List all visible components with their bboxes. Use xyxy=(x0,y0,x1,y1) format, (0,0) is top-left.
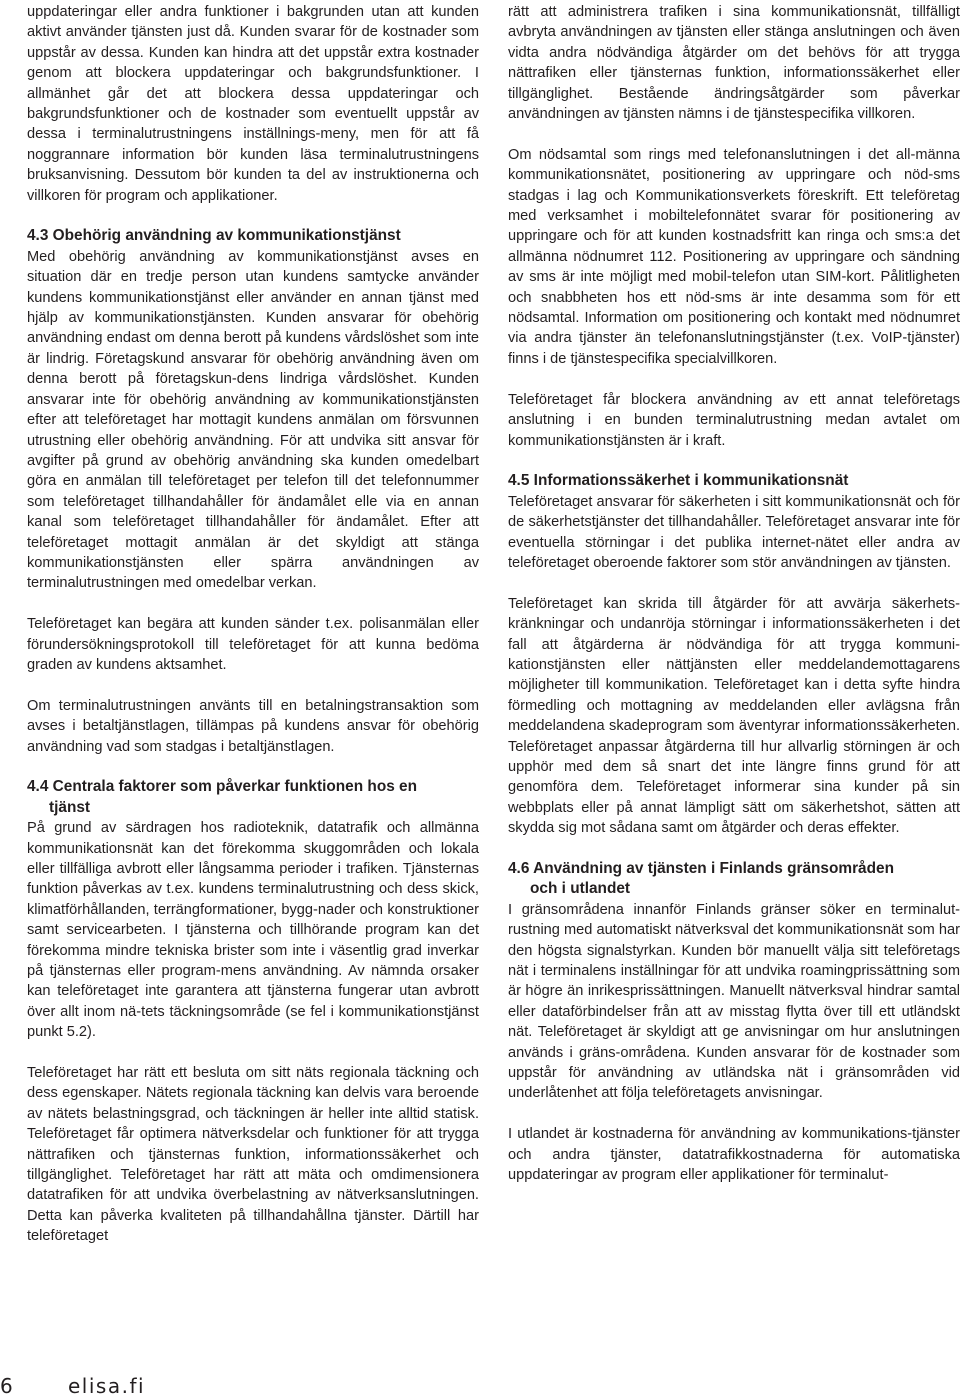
paragraph: Om terminalutrustningen använts till en betalningstransaktion som avses i betaltjänstlagen, tillämpas på kundens ansvar för obehörig användning vad som stadgas i betaltjänstlagen. xyxy=(27,697,479,755)
paragraph: Teleföretaget kan begära att kunden sänder t.ex. polisanmälan eller förundersökningsprotokoll till teleföretaget för att kunna bedöma graden av kundens aktsamhet. xyxy=(27,616,479,673)
paragraph: Teleföretaget har rätt ett besluta om sitt näts regionala täckning och dess egenskaper. Nätets regionala täckning kan delvis vara beroende av nätets belastningsgrad, och täckningen är heller inte alltid statisk. Teleföretaget får optimera nätverksdelar och funktioner för att trygga nättrafiken och tjänsternas funktion, informationssäkerhet och tillgänglighet. Teleföretaget har rätt att mäta och omdimensionera datatrafiken för att undvika överbelastning av nätverksanslutningen. Detta kan påverka kvaliteten på tillhandahållna tjänster. Därtill har teleföretaget xyxy=(27,1065,479,1245)
paragraph: På grund av särdragen hos radioteknik, datatrafik och allmänna kommunikationsnät kan det förekomma skuggområden och lokala eller tillfälliga avbrott eller långsamma perioder i trafiken. Tjänsternas funktion påverkas av t.ex. kundens terminalutrustning och dess skick, klimatförhållanden, terrängformationer, bygg-nader och konstruktioner samt servicearbeten. I tjänsterna och tillhörande program kan det förekomma mindre tekniska brister som inte i väsentlig grad inverkar på tjänsternas eller program-mens användning. Av nämnda orsaker kan teleföretaget inte garantera att tjänsterna fungerar utan avbrott över allt inom nä-tets täckningsområde (se fel i kommunikationstjänst punkt 5.2). xyxy=(27,820,479,1041)
paragraph: rätt att administrera trafiken i sina kommunikationsnät, tillfälligt avbryta användningen av tjänsten eller stänga anslutningen och även vidta andra nödvändiga åtgärder om det behövs för att trygga nättrafiken eller tjänsternas funktion, informationssäkerhet eller tillgänglighet. Bestående ändringsåtgärder som påverkar användningen av tjänsten nämns i de tjänstespecifika villkoren. xyxy=(508,4,960,123)
right-column xyxy=(508,2,960,1206)
paragraph: Teleföretaget får blockera användning av ett annat teleföretags anslutning i en bunden terminalutrustning medan avtalet om kommunikationstjänsten är i kraft. xyxy=(508,391,960,449)
paragraph: I gränsområdena innanför Finlands gränser söker en terminalut-rustning med automatiskt nätverksval det kommunikationsnät som har den högsta signalstyrkan. Kunden bör manuellt välja sitt teleföretags nät i terminalens inställningar för att undvika roamingprissättning som är högre än inrikesprissättningen. Manuellt nätverksval hindrar samtal eller dataförbindelser från att av misstag flytta över till ett utländskt nät. Teleföretaget är skyldigt att ge anvisningar om hur anslutningen används i gräns-områdena. Kunden ansvarar för de kostnader som uppstår för användning av utländska nät i gränsområden vid underlåtenhet att följa teleföretagets anvisningar. xyxy=(508,901,960,1102)
heading-line: tjänst xyxy=(49,798,91,816)
section-heading-4-3: 4.3 Obehörig användning av kommunikationstjänst xyxy=(27,227,401,245)
paragraph: Teleföretaget kan skrida till åtgärder för att avvärja säkerhets-kränkningar och undanröja störningar i informationssäkerheten i det fall att åtgärderna är nödvändiga för att trygga kommuni-kationstjänsten eller nättjänsten eller meddelandemottagarens möjligheter till kommunikation. Teleföretaget kan i detta syfte hindra förmedling och mottagning av meddelanden eller avlägsna från meddelandena skadeprogram som äventyrar informationssäkerheten. Teleföretaget anpassar åtgärderna till hur allvarlig störningen är och upphör med dem så snart det inte längre finns grund för att genomföra dem. Teleföretaget informerar sina kunder på sin webbplats eller på annat lämpligt sätt om säkerhetshot, sätten att skydda sig mot sådana samt om åtgärder och deras effekter. xyxy=(508,595,960,837)
heading-line: 4.6 Användning av tjänsten i Finlands gränsområden xyxy=(508,859,894,877)
paragraph: I utlandet är kostnaderna för användning av kommunikations-tjänster och andra tjänster, datatrafikkostnaderna för automatiska uppdateringar av program eller applikationer för terminalut- xyxy=(508,1126,960,1184)
page-number: 6 xyxy=(0,1374,13,1398)
brand-url[interactable]: elisa.fi xyxy=(68,1374,146,1398)
paragraph: uppdateringar eller andra funktioner i bakgrunden utan att kunden aktivt använder tjänsten just då. Kunden svarar för de kostnader som uppstår av dessa. Kunden kan hindra att det uppstår extra kostnader genom att blockera uppdateringar och bakgrundsfunktioner. I allmänhet går det att blockera dessa uppdateringar och bakgrundsfunktioner och de kostnader som eventuellt uppstår av dessa i terminalutrustningens inställnings-meny, men för att få noggrannare information bör kunden läsa terminalutrustningens bruksanvisning. Dessutom bör kunden ta del av instruktionerna och villkoren för program och applikationer. xyxy=(27,4,479,204)
section-heading-4-6 xyxy=(508,859,960,900)
paragraph: Teleföretaget ansvarar för säkerheten i sitt kommunikationsnät och för de säkerhetstjänster det tillhandahåller. Teleföretaget ansvarar inte för eventuella störningar i det publika internet-nätet eller andra av teleföretaget oberoende faktorer som stör användningen av tjänsten. xyxy=(508,493,960,571)
paragraph: Om nödsamtal som rings med telefonanslutningen i det all-männa kommunikationsnätet, positionering av uppringare och nöd-sms stadgas i lag och Kommunikationsverkets föreskrift. Ett teleföretag med verksamhet i mobiltelefonnätet svarar för positionering av uppringare och för att kunden kostnadsfritt kan ringa och sms:a det allmänna nödnumret 112. Positionering av uppringare och sändning av sms är inte möjligt med mobil-telefon utan SIM-kort. Pålitligheten och snabbheten hos ett nöd-sms är inte desamma som för ett nödsamtal. Information om positionering och kontakt med nödnumret via andra tjänster än telefonanslutningstjänster (t.ex. VoIP-tjänster) finns i de tjänstespecifika specialvillkoren. xyxy=(508,146,960,367)
heading-line: och i utlandet xyxy=(530,880,631,898)
paragraph: Med obehörig användning av kommunikationstjänst avses en situation där en tredje person utan kundens samtycke använder kundens kommunikationstjänst eller använder en annan tjänst med hjälp av kommunikationstjänsten. Kunden ansvarar för obehörig användning endast om denna berott på kundens vårdslöshet som inte är lindrig. Företagskund ansvarar för obehörig användning även om denna berott på företagskun-dens lindriga vårdslöshet. Kunden ansvarar inte för obehörig användning av kommunikationstjänsten efter att teleföretaget har mottagit kundens anmälan om försvunnen utrustning eller obehörig användning. För att undvika sitt ansvar för avgifter på grund av obehörig användning ska kunden omedelbart göra en anmälan till teleföretaget per telefon till det telefonnummer som teleföretaget tillhandahåller för ändamålet elle via en annan kanal som teleföretaget tillhandahåller för ändamålet. Efter att teleföretaget mottagit anmälan är det skyldigt att stänga kommunikationstjänsten eller spärra användningen av terminalutrustningen med omedelbar verkan. xyxy=(27,248,479,592)
section-heading-4-5: 4.5 Informationssäkerhet i kommunikationsnät xyxy=(508,472,849,490)
section-heading-4-4 xyxy=(27,777,479,818)
left-column xyxy=(27,2,479,1267)
heading-line: 4.4 Centrala faktorer som påverkar funktionen hos en xyxy=(27,778,418,796)
